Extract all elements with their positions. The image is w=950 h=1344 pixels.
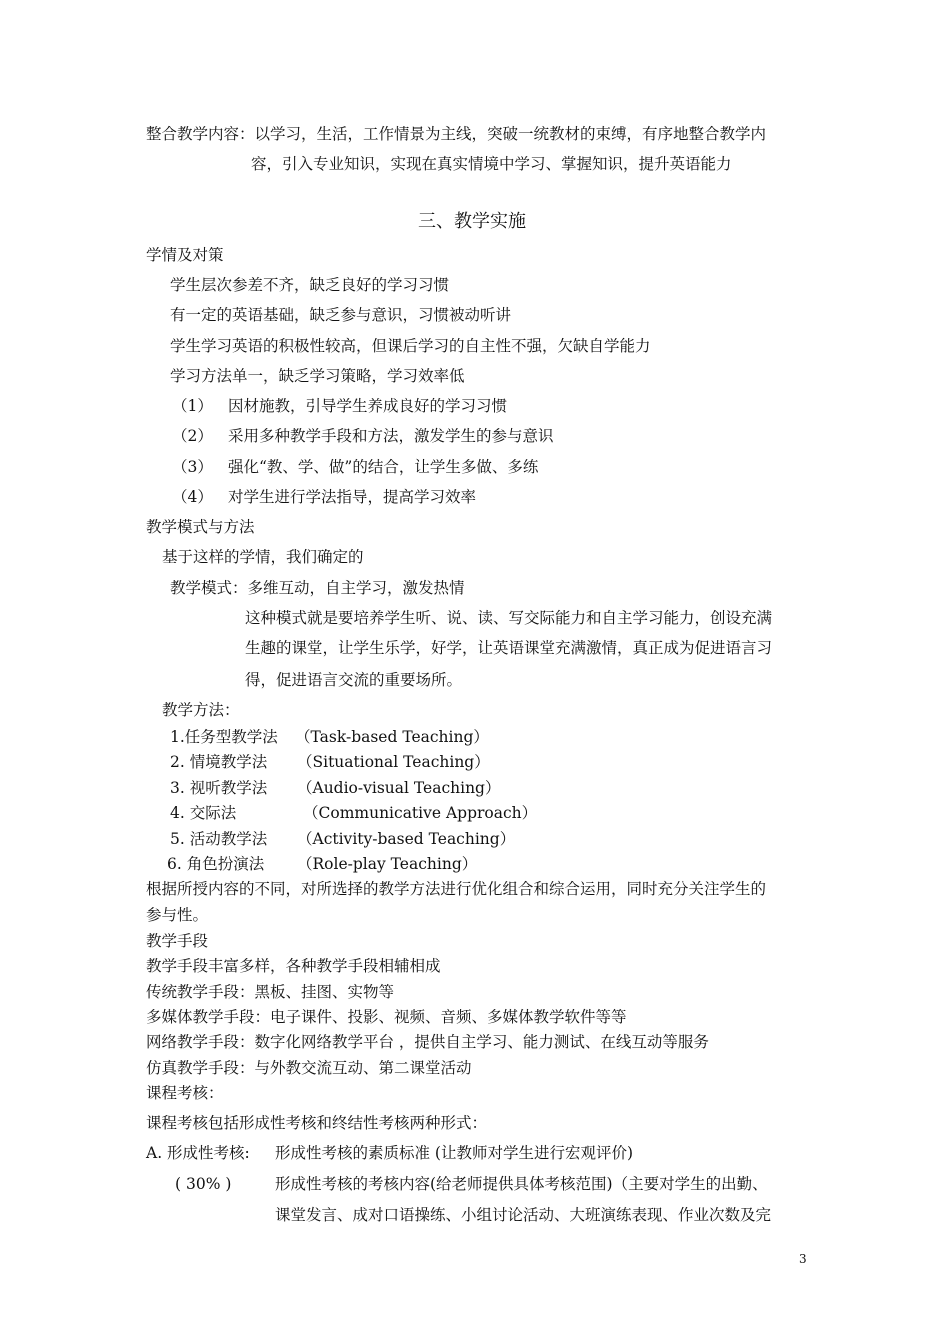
mode-heading: 教学模式与方法	[146, 518, 255, 536]
formative-percent: ( 30% )	[175, 1175, 232, 1193]
formative-content-line: 形成性考核的考核内容(给老师提供具体考核范围)（主要对学生的出勤、	[275, 1175, 768, 1193]
learning-item: 学生学习英语的积极性较高，但课后学习的自主性不强，欠缺自学能力	[170, 337, 651, 355]
assessment-intro: 课程考核包括形成性考核和终结性考核两种形式：	[146, 1114, 488, 1132]
method-english: （Communicative Approach）	[303, 804, 538, 822]
method-english: （Audio-visual Teaching）	[297, 779, 501, 797]
section-title: 三、教学实施	[418, 211, 526, 232]
method-name: 6. 角色扮演法	[167, 855, 265, 873]
mode-description-line: 得，促进语言交流的重要场所。	[245, 671, 463, 689]
learning-heading: 学情及对策	[146, 246, 224, 264]
mode-line: 教学模式：多维互动，自主学习，激发热情	[170, 579, 465, 597]
strategy-text: 对学生进行学法指导，提高学习效率	[228, 488, 477, 506]
means-line: 传统教学手段：黑板、挂图、实物等	[146, 983, 395, 1001]
strategy-number: （4）	[172, 488, 213, 506]
means-line: 教学手段丰富多样，各种教学手段相辅相成	[146, 957, 441, 975]
means-heading: 教学手段	[146, 932, 209, 950]
method-name: 1.任务型教学法	[170, 728, 278, 746]
means-line: 网络教学手段：数字化网络教学平台 ，提供自主学习、能力测试、在线互动等服务	[146, 1033, 709, 1051]
learning-item: 学习方法单一，缺乏学习策略，学习效率低	[170, 367, 465, 385]
strategy-text: 强化“教、学、做”的结合，让学生多做、多练	[228, 458, 539, 476]
method-english: （Task-based Teaching）	[295, 728, 489, 746]
method-english: （Role-play Teaching）	[297, 855, 478, 873]
method-english: （Activity-based Teaching）	[297, 830, 516, 848]
methods-summary-line: 根据所授内容的不同，对所选择的教学方法进行优化组合和综合运用，同时充分关注学生的	[146, 880, 767, 898]
mode-description-line: 这种模式就是要培养学生听、说、读、写交际能力和自主学习能力，创设充满	[245, 609, 773, 627]
intro-line-1: 整合教学内容：以学习，生活，工作情景为主线，突破一统教材的束缚，有序地整合教学内	[146, 125, 767, 143]
method-name: 5. 活动教学法	[170, 830, 268, 848]
method-english: （Situational Teaching）	[297, 753, 490, 771]
page-number: 3	[799, 1252, 807, 1266]
strategy-number: （2）	[172, 427, 213, 445]
strategy-text: 因材施教，引导学生养成良好的学习习惯	[228, 397, 508, 415]
formative-label: A. 形成性考核:	[146, 1144, 250, 1162]
means-line: 仿真教学手段：与外教交流互动、第二课堂活动	[146, 1059, 472, 1077]
strategy-number: （3）	[172, 458, 213, 476]
formative-content-line: 课堂发言、成对口语操练、小组讨论活动、大班演练表现、作业次数及完	[275, 1206, 772, 1224]
means-line: 多媒体教学手段：电子课件、投影、视频、音频、多媒体教学软件等等	[146, 1008, 627, 1026]
learning-item: 学生层次参差不齐，缺乏良好的学习习惯	[170, 276, 450, 294]
mode-description-line: 生趣的课堂，让学生乐学，好学，让英语课堂充满激情，真正成为促进语言习	[245, 639, 773, 657]
strategy-text: 采用多种教学手段和方法，激发学生的参与意识	[228, 427, 554, 445]
learning-item: 有一定的英语基础，缺乏参与意识，习惯被动听讲	[170, 306, 512, 324]
methods-heading: 教学方法：	[162, 701, 240, 719]
strategy-number: （1）	[172, 397, 213, 415]
mode-intro: 基于这样的学情，我们确定的	[162, 548, 364, 566]
methods-summary-line: 参与性。	[146, 906, 209, 924]
method-name: 2. 情境教学法	[170, 753, 268, 771]
intro-line-2: 容，引入专业知识，实现在真实情境中学习、掌握知识，提升英语能力	[251, 155, 732, 173]
assessment-heading: 课程考核：	[146, 1084, 224, 1102]
method-name: 3. 视听教学法	[170, 779, 268, 797]
method-name: 4. 交际法	[170, 804, 237, 822]
formative-standard: 形成性考核的素质标准 (让教师对学生进行宏观评价)	[275, 1144, 634, 1162]
